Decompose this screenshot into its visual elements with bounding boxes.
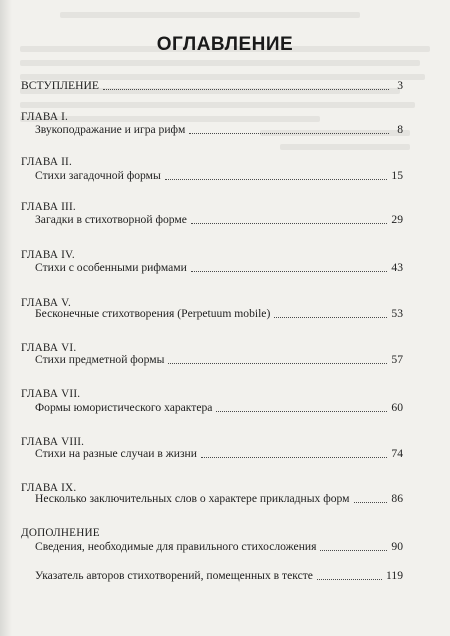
leader-dots: [103, 88, 389, 90]
toc-entry-title: Указатель авторов стихотворений, помещенных в тексте: [35, 569, 313, 582]
chapter-heading: ГЛАВА VI.: [21, 342, 77, 354]
toc-entry-title: Стихи на разные случаи в жизни: [35, 447, 197, 460]
leader-dots: [354, 501, 388, 503]
leader-dots: [274, 316, 387, 318]
chapter-heading: ГЛАВА VII.: [21, 388, 81, 400]
toc-page-number: 15: [391, 169, 403, 182]
toc-entry-chapter: [35, 351, 403, 367]
leader-dots: [168, 362, 387, 364]
toc-page-number: 119: [386, 569, 403, 582]
toc-entry-chapter: [35, 399, 403, 415]
leader-dots: [165, 178, 388, 180]
leader-dots: [201, 456, 387, 458]
toc-page-number: 74: [391, 447, 403, 460]
toc-page-number: 53: [391, 307, 403, 320]
chapter-heading: ГЛАВА VIII.: [21, 436, 85, 448]
toc-page-number: 86: [391, 492, 403, 505]
toc-entry-chapter: [35, 121, 403, 137]
toc-entry-chapter: [35, 167, 403, 183]
leader-dots: [320, 549, 387, 551]
leader-dots: [191, 222, 388, 224]
toc-entry-title: Стихи загадочной формы: [35, 169, 161, 182]
toc-entry-title: Стихи с особенными рифмами: [35, 261, 187, 274]
toc-entry-chapter: [35, 490, 403, 506]
toc-entry-chapter: [35, 305, 403, 321]
appendix-heading: ДОПОЛНЕНИЕ: [21, 527, 100, 539]
toc-page-number: 43: [391, 261, 403, 274]
toc-entry-title: Звукоподражание и игра рифм: [35, 123, 186, 136]
page-edge-shadow: [0, 0, 12, 636]
leader-dots: [317, 578, 382, 580]
toc-page-number: 57: [391, 353, 403, 366]
chapter-heading: ГЛАВА II.: [21, 156, 72, 168]
toc-entry-appendix: [35, 538, 403, 554]
toc-entry-title: Формы юмористического характера: [35, 401, 213, 414]
toc-page-number: 3: [397, 79, 403, 92]
toc-page-number: 90: [391, 540, 403, 553]
leader-dots: [191, 270, 388, 272]
chapter-heading: ГЛАВА IX.: [21, 482, 77, 494]
toc-page-number: 8: [397, 123, 403, 136]
leader-dots: [189, 132, 389, 134]
toc-page-number: 60: [391, 401, 403, 414]
toc-entry-title: Бесконечные стихотворения (Perpetuum mobile): [35, 307, 271, 320]
page-title: ОГЛАВЛЕНИЕ: [156, 34, 294, 55]
chapter-heading: ГЛАВА IV.: [21, 249, 75, 261]
toc-entry-title: ВСТУПЛЕНИЕ: [21, 79, 99, 92]
chapter-heading: ГЛАВА I.: [21, 111, 69, 123]
leader-dots: [216, 410, 387, 412]
toc-page-number: 29: [391, 213, 403, 226]
chapter-heading: ГЛАВА III.: [21, 201, 76, 213]
toc-entry-title: Сведения, необходимые для правильного стихосложения: [35, 540, 317, 553]
toc-entry-chapter: [35, 259, 403, 275]
toc-entry-title: Стихи предметной формы: [35, 353, 165, 366]
toc-entry-chapter: [35, 211, 403, 227]
toc-entry-title: Загадки в стихотворной форме: [35, 213, 187, 226]
toc-entry-intro: [21, 77, 403, 93]
chapter-heading: ГЛАВА V.: [21, 297, 71, 309]
toc-entry-title: Несколько заключительных слов о характере прикладных форм: [35, 492, 350, 505]
toc-entry-chapter: [35, 445, 403, 461]
toc-entry-appendix: [35, 567, 403, 583]
